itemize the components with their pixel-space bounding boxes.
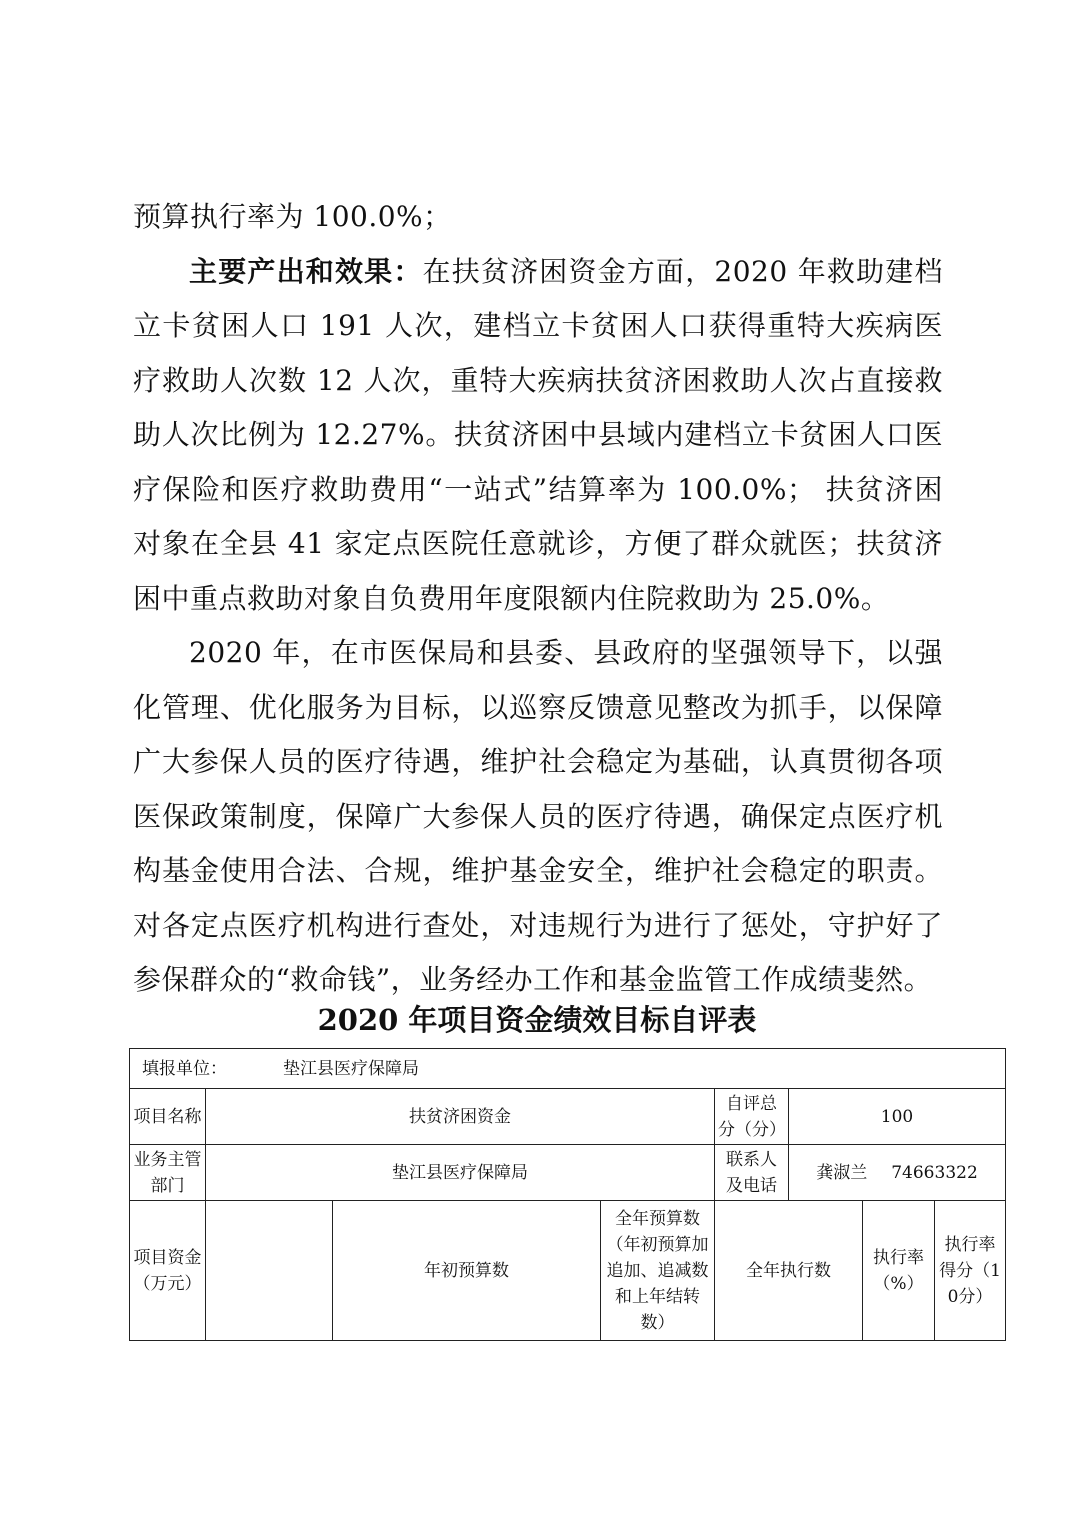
contact-name: 龚淑兰	[816, 1162, 868, 1183]
outputs-body: 在扶贫济困资金方面，2020 年救助建档立卡贫困人口 191 人次，建档立卡贫困人口获得重特大疾病医疗救助人次数 12 人次，重特大疾病扶贫济困救助人次占直接救助人次比例为 12.27%。扶贫济困中县域内建档立卡贫困人口医疗保险和医疗救助费用“一站式”结算率为 100.0%； 扶贫济困对象在全县 41 家定点医院任意就诊，方便了群众就医；扶贫济困中重点救助对象自负费用年度限额内住院救助为 25.0%。	[133, 254, 943, 615]
body-text	[133, 190, 943, 1008]
project-name-value: 扶贫济困资金	[206, 1089, 715, 1145]
funds-blank-cell	[206, 1201, 333, 1341]
funds-label: 项目资金（万元）	[130, 1201, 206, 1341]
dept-label: 业务主管部门	[130, 1145, 206, 1201]
score-value: 100	[789, 1089, 1006, 1145]
self-evaluation-table	[129, 1048, 1006, 1341]
dept-value: 垫江县医疗保障局	[206, 1145, 715, 1201]
table-title: 2020 年项目资金绩效目标自评表	[317, 1003, 757, 1037]
paragraph-summary: 2020 年，在市医保局和县委、县政府的坚强领导下，以强化管理、优化服务为目标，以巡察反馈意见整改为抓手，以保障广大参保人员的医疗待遇，维护社会稳定为基础，认真贯彻各项医保政策制度，保障广大参保人员的医疗待遇，确保定点医疗机构基金使用合法、合规，维护基金安全，维护社会稳定的职责。对各定点医疗机构进行查处，对违规行为进行了惩处，守护好了参保群众的“救命钱”，业务经办工作和基金监管工作成绩斐然。	[133, 636, 943, 996]
contact-phone: 74663322	[891, 1162, 978, 1183]
table-row	[130, 1089, 1006, 1145]
unit-cell	[130, 1049, 1006, 1089]
contact-value	[789, 1145, 1006, 1201]
score-label: 自评总分（分）	[715, 1089, 789, 1145]
paragraph-budget-rate: 预算执行率为 100.0%；	[133, 200, 452, 233]
col-full-exec: 全年执行数	[715, 1201, 863, 1341]
col-initial-budget: 年初预算数	[333, 1201, 601, 1341]
col-full-budget: 全年预算数（年初预算加追加、追减数和上年结转数）	[601, 1201, 715, 1341]
col-exec-rate: 执行率（%）	[863, 1201, 935, 1341]
project-name-label: 项目名称	[130, 1089, 206, 1145]
table-row	[130, 1145, 1006, 1201]
outputs-heading: 主要产出和效果：	[189, 254, 423, 288]
contact-label: 联系人及电话	[715, 1145, 789, 1201]
table-row	[130, 1201, 1006, 1341]
table-row	[130, 1049, 1006, 1089]
unit-label: 填报单位：	[142, 1058, 227, 1079]
paragraph-outputs	[133, 245, 943, 627]
unit-value: 垫江县医疗保障局	[283, 1058, 419, 1079]
col-exec-score: 执行率得分（10分）	[935, 1201, 1006, 1341]
